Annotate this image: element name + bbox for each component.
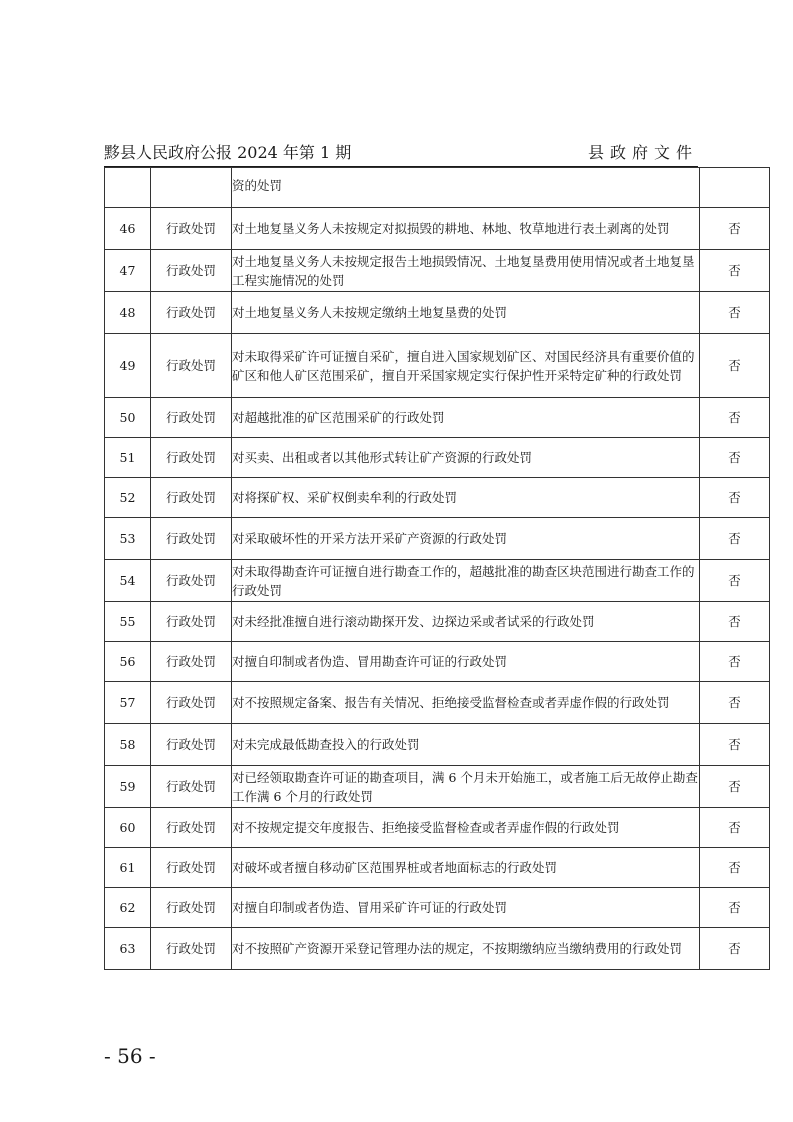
cell-description: 资的处罚: [232, 168, 700, 208]
cell-number: 49: [105, 334, 151, 398]
cell-type: 行政处罚: [151, 398, 232, 438]
cell-number: 53: [105, 518, 151, 560]
cell-flag: 否: [700, 848, 770, 888]
penalty-table: [104, 167, 770, 970]
table-row-continuation: [105, 168, 770, 208]
cell-type: 行政处罚: [151, 208, 232, 250]
table-row: [105, 928, 770, 970]
cell-description: 对将探矿权、采矿权倒卖牟利的行政处罚: [232, 478, 700, 518]
cell-description: 对未完成最低勘查投入的行政处罚: [232, 724, 700, 766]
cell-description: 对未取得勘查许可证擅自进行勘查工作的，超越批准的勘查区块范围进行勘查工作的行政处罚: [232, 560, 700, 602]
cell-type: 行政处罚: [151, 334, 232, 398]
cell-description: 对土地复垦义务人未按规定缴纳土地复垦费的处罚: [232, 292, 700, 334]
cell-description: 对不按规定提交年度报告、拒绝接受监督检查或者弄虚作假的行政处罚: [232, 808, 700, 848]
cell-type: 行政处罚: [151, 888, 232, 928]
cell-flag: 否: [700, 928, 770, 970]
cell-type: 行政处罚: [151, 602, 232, 642]
cell-description: 对土地复垦义务人未按规定对拟损毁的耕地、林地、牧草地进行表土剥离的处罚: [232, 208, 700, 250]
cell-number: 62: [105, 888, 151, 928]
cell-flag: 否: [700, 208, 770, 250]
cell-description: 对已经领取勘查许可证的勘查项目，满 6 个月未开始施工，或者施工后无故停止勘查工作满 6 个月的行政处罚: [232, 766, 700, 808]
cell-number: 57: [105, 682, 151, 724]
cell-number: 61: [105, 848, 151, 888]
cell-type: 行政处罚: [151, 250, 232, 292]
cell-number: 50: [105, 398, 151, 438]
cell-type: 行政处罚: [151, 682, 232, 724]
cell-number: 52: [105, 478, 151, 518]
section-title: 县政府文件: [587, 143, 698, 162]
cell-type: 行政处罚: [151, 560, 232, 602]
cell-number: 56: [105, 642, 151, 682]
table-row: [105, 438, 770, 478]
cell-flag: 否: [700, 292, 770, 334]
table-row: [105, 724, 770, 766]
table-row: [105, 848, 770, 888]
cell-type: 行政处罚: [151, 928, 232, 970]
cell-flag: 否: [700, 808, 770, 848]
cell-description: 对不按照规定备案、报告有关情况、拒绝接受监督检查或者弄虚作假的行政处罚: [232, 682, 700, 724]
cell-type: 行政处罚: [151, 478, 232, 518]
cell-flag: [700, 168, 770, 208]
table-body: [105, 168, 770, 970]
cell-type: 行政处罚: [151, 848, 232, 888]
table-row: [105, 682, 770, 724]
table-row: [105, 808, 770, 848]
cell-number: 54: [105, 560, 151, 602]
cell-description: 对擅自印制或者伪造、冒用勘查许可证的行政处罚: [232, 642, 700, 682]
table-row: [105, 518, 770, 560]
cell-description: 对超越批准的矿区范围采矿的行政处罚: [232, 398, 700, 438]
cell-type: 行政处罚: [151, 766, 232, 808]
cell-flag: 否: [700, 518, 770, 560]
cell-description: 对土地复垦义务人未按规定报告土地损毁情况、土地复垦费用使用情况或者土地复垦工程实施情况的处罚: [232, 250, 700, 292]
cell-description: 对买卖、出租或者以其他形式转让矿产资源的行政处罚: [232, 438, 700, 478]
cell-flag: 否: [700, 682, 770, 724]
bulletin-title: 黟县人民政府公报 2024 年第 1 期: [104, 143, 352, 162]
cell-description: 对未取得采矿许可证擅自采矿，擅自进入国家规划矿区、对国民经济具有重要价值的矿区和他人矿区范围采矿，擅自开采国家规定实行保护性开采特定矿种的行政处罚: [232, 334, 700, 398]
cell-number: 48: [105, 292, 151, 334]
table-row: [105, 560, 770, 602]
cell-description: 对未经批准擅自进行滚动勘探开发、边探边采或者试采的行政处罚: [232, 602, 700, 642]
cell-number: 46: [105, 208, 151, 250]
cell-type: 行政处罚: [151, 518, 232, 560]
table-row: [105, 642, 770, 682]
table-row: [105, 292, 770, 334]
cell-number: 55: [105, 602, 151, 642]
cell-type: 行政处罚: [151, 292, 232, 334]
cell-number: 51: [105, 438, 151, 478]
table-row: [105, 602, 770, 642]
cell-number: 63: [105, 928, 151, 970]
table-row: [105, 398, 770, 438]
page-header: [104, 140, 698, 166]
cell-flag: 否: [700, 560, 770, 602]
table-row: [105, 888, 770, 928]
cell-flag: 否: [700, 602, 770, 642]
cell-type: 行政处罚: [151, 642, 232, 682]
cell-type: 行政处罚: [151, 438, 232, 478]
cell-flag: 否: [700, 438, 770, 478]
table-row: [105, 766, 770, 808]
cell-flag: 否: [700, 334, 770, 398]
table-row: [105, 478, 770, 518]
cell-type: 行政处罚: [151, 724, 232, 766]
cell-flag: 否: [700, 724, 770, 766]
table-row: [105, 334, 770, 398]
cell-flag: 否: [700, 478, 770, 518]
cell-flag: 否: [700, 642, 770, 682]
cell-number: 60: [105, 808, 151, 848]
cell-number: 59: [105, 766, 151, 808]
page-number: - 56 -: [104, 1044, 156, 1068]
cell-number: [105, 168, 151, 208]
cell-description: 对破坏或者擅自移动矿区范围界桩或者地面标志的行政处罚: [232, 848, 700, 888]
table-row: [105, 250, 770, 292]
table-row: [105, 208, 770, 250]
cell-description: 对不按照矿产资源开采登记管理办法的规定，不按期缴纳应当缴纳费用的行政处罚: [232, 928, 700, 970]
cell-description: 对擅自印制或者伪造、冒用采矿许可证的行政处罚: [232, 888, 700, 928]
cell-description: 对采取破坏性的开采方法开采矿产资源的行政处罚: [232, 518, 700, 560]
cell-type: 行政处罚: [151, 808, 232, 848]
cell-number: 47: [105, 250, 151, 292]
cell-flag: 否: [700, 398, 770, 438]
cell-number: 58: [105, 724, 151, 766]
cell-type: [151, 168, 232, 208]
cell-flag: 否: [700, 888, 770, 928]
cell-flag: 否: [700, 250, 770, 292]
cell-flag: 否: [700, 766, 770, 808]
